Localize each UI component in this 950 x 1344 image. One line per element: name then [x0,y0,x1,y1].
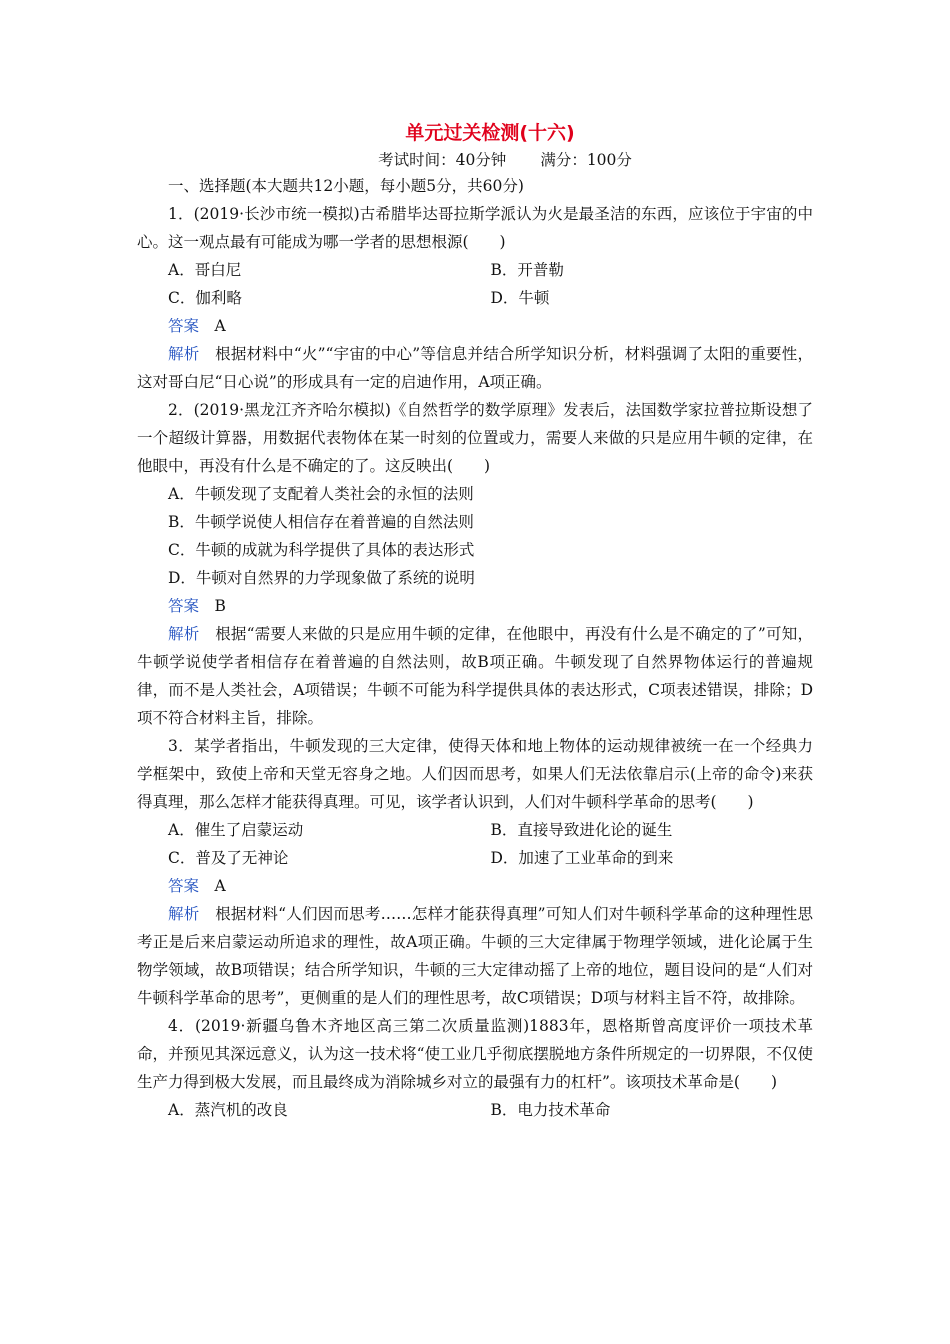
option-row [137,844,813,872]
option: B．直接导致进化论的诞生 [490,821,673,839]
analysis-text: 根据材料中“火”“宇宙的中心”等信息并结合所学知识分析，材料强调了太阳的重要性，这对哥白尼“日心说”的形成具有一定的启迪作用，A项正确。 [137,345,813,391]
answer-value: A [214,877,226,895]
analysis-label: 解析 [168,625,200,643]
analysis-block [137,620,813,732]
analysis-label: 解析 [168,905,200,923]
option-row [137,816,813,844]
answer-label: 答案 [168,317,200,335]
answer-line [137,592,813,620]
option-row [137,1096,813,1124]
option-row [137,284,813,312]
question-stem: 3．某学者指出，牛顿发现的三大定律，使得天体和地上物体的运动规律被统一在一个经典力学框架中，致使上帝和天堂无容身之地。人们因而思考，如果人们无法依靠启示(上帝的命令)来获得真理，那么怎样才能获得真理。可见，该学者认识到，人们对牛顿科学革命的思考( ) [137,737,813,811]
answer-label: 答案 [168,597,200,615]
option: A．牛顿发现了支配着人类社会的永恒的法则 [168,485,474,503]
answer-line [137,312,813,340]
section-heading: 一、选择题(本大题共12小题，每小题5分，共60分) [168,177,524,195]
option-row [137,256,813,284]
option: C．伽利略 [168,289,242,307]
option: A．催生了启蒙运动 [168,821,304,839]
analysis-block [137,340,813,396]
analysis-text: 根据“需要人来做的只是应用牛顿的定律，在他眼中，再没有什么是不确定的了”可知，牛顿学说使学者相信存在着普遍的自然法则，故B项正确。牛顿发现了自然界物体运行的普遍规律，而不是人类社会，A项错误；牛顿不可能为科学提供具体的表达形式，C项表述错误，排除；D项不符合材料主旨，排除。 [137,625,813,727]
option: D．牛顿 [490,289,550,307]
answer-value: B [214,597,226,615]
document-page [137,118,813,1124]
question-stem: 2．(2019·黑龙江齐齐哈尔模拟)《自然哲学的数学原理》发表后，法国数学家拉普拉斯设想了一个超级计算器，用数据代表物体在某一时刻的位置或力，需要人来做的只是应用牛顿的定律，在他眼中，再没有什么是不确定的了。这反映出( ) [137,401,813,475]
answer-label: 答案 [168,877,200,895]
exam-time: 考试时间：40分钟 [378,151,507,169]
option: D．加速了工业革命的到来 [490,849,674,867]
option: C．牛顿的成就为科学提供了具体的表达形式 [168,541,475,559]
analysis-label: 解析 [168,345,200,363]
option: B．电力技术革命 [490,1101,611,1119]
question-stem: 4．(2019·新疆乌鲁木齐地区高三第二次质量监测)1883年，恩格斯曾高度评价一项技术革命，并预见其深远意义，认为这一技术将“使工业几乎彻底摆脱地方条件所规定的一切界限，不仅使生产力得到极大发展，而且最终成为消除城乡对立的最强有力的杠杆”。该项技术革命是( ) [137,1017,813,1091]
exam-score: 满分：100分 [540,151,632,169]
analysis-block [137,900,813,1012]
option: B．牛顿学说使人相信存在着普遍的自然法则 [168,513,474,531]
analysis-text: 根据材料“人们因而思考……怎样才能获得真理”可知人们对牛顿科学革命的这种理性思考正是后来启蒙运动所追求的理性，故A项正确。牛顿的三大定律属于物理学领域，进化论属于生物学领域，故B项错误；结合所学知识，牛顿的三大定律动摇了上帝的地位，题目设问的是“人们对牛顿科学革命的思考”，更侧重的是人们的理性思考，故C项错误；D项与材料主旨不符，故排除。 [137,905,813,1007]
question-stem: 1．(2019·长沙市统一模拟)古希腊毕达哥拉斯学派认为火是最圣洁的东西，应该位于宇宙的中心。这一观点最有可能成为哪一学者的思想根源( ) [137,205,813,251]
option: B．开普勒 [490,261,564,279]
option: A．哥白尼 [168,261,242,279]
exam-meta [197,148,813,172]
answer-line [137,872,813,900]
answer-value: A [214,317,226,335]
option: A．蒸汽机的改良 [168,1101,288,1119]
option: D．牛顿对自然界的力学现象做了系统的说明 [168,569,475,587]
page-title: 单元过关检测(十六) [405,122,575,144]
option: C．普及了无神论 [168,849,289,867]
